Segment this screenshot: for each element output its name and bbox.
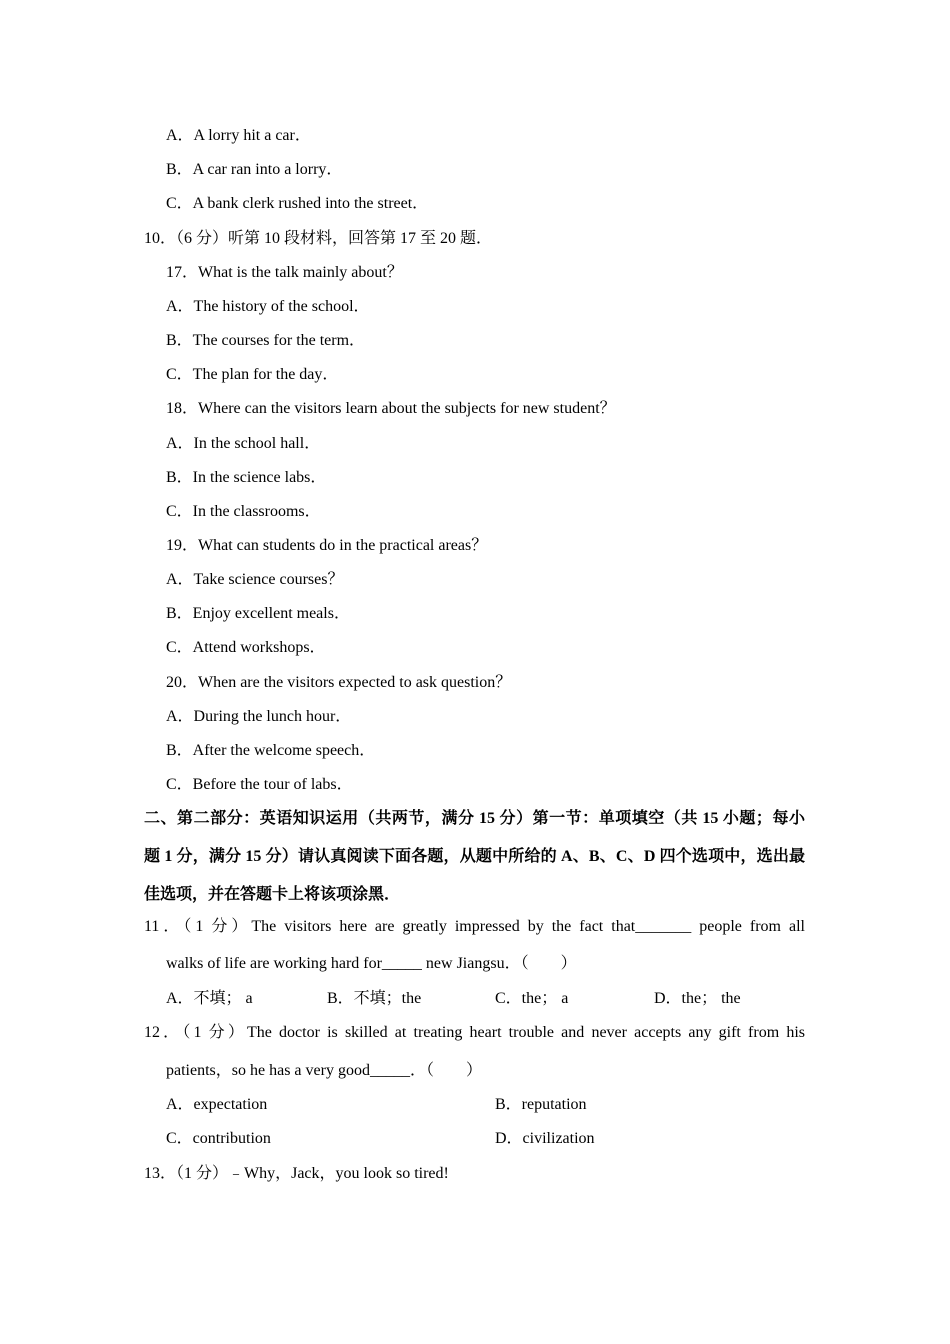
option-line: C．In the classrooms． — [166, 503, 321, 520]
question-12-option-b: B．reputation — [495, 1096, 587, 1113]
option-line: A．Take science courses？ — [166, 571, 344, 588]
question-11-stem: 11．（1 分）The visitors here are greatly impressed by the fact that_______ people from all — [144, 918, 805, 935]
question-11-option-d: D．the； the — [654, 990, 741, 1007]
question-12-option-c: C．contribution — [166, 1130, 271, 1147]
option-line: B．After the welcome speech． — [166, 742, 376, 759]
option-line: B．A car ran into a lorry． — [166, 161, 343, 178]
section-heading-line: 佳选项，并在答题卡上将该项涂黑． — [144, 886, 401, 903]
question-11-option-b: B．不填；the — [327, 990, 422, 1007]
section-heading-line: 题 1 分，满分 15 分）请认真阅读下面各题，从题中所给的 A、B、C、D 四个选项中，选出最 — [144, 848, 805, 865]
question-13-stem: 13．（1 分）﹣Why，Jack，you look so tired! — [144, 1165, 449, 1182]
question-17: 17．What is the talk mainly about？ — [166, 264, 403, 281]
option-line: B．Enjoy excellent meals． — [166, 605, 350, 622]
question-11-option-a: A．不填； a — [166, 990, 253, 1007]
option-line: C．The plan for the day． — [166, 366, 339, 383]
question-20: 20．When are the visitors expected to ask question？ — [166, 674, 512, 691]
option-line: C．Attend workshops． — [166, 639, 326, 656]
option-line: C．A bank clerk rushed into the street． — [166, 195, 429, 212]
option-line: C．Before the tour of labs． — [166, 776, 353, 793]
question-12-option-d: D．civilization — [495, 1130, 595, 1147]
option-line: A．The history of the school． — [166, 298, 370, 315]
option-line: B．The courses for the term． — [166, 332, 366, 349]
question-10: 10．（6 分）听第 10 段材料，回答第 17 至 20 题． — [144, 230, 493, 247]
question-18: 18．Where can the visitors learn about the subjects for new student？ — [166, 400, 616, 417]
question-19: 19．What can students do in the practical areas？ — [166, 537, 488, 554]
option-line: A．A lorry hit a car． — [166, 127, 311, 144]
question-12-stem-cont: patients，so he has a very good_____．（ ） — [166, 1062, 482, 1079]
question-11-stem-cont: walks of life are working hard for_____ new Jiangsu．（ ） — [166, 955, 577, 972]
question-12-option-a: A．expectation — [166, 1096, 268, 1113]
section-heading-line: 二、第二部分：英语知识运用（共两节，满分 15 分）第一节：单项填空（共 15 小题；每小 — [144, 810, 805, 827]
option-line: B．In the science labs． — [166, 469, 327, 486]
option-line: A．In the school hall． — [166, 435, 321, 452]
option-line: A．During the lunch hour． — [166, 708, 352, 725]
question-12-stem: 12．（1 分）The doctor is skilled at treating heart trouble and never accepts any gift from his — [144, 1024, 805, 1041]
question-11-option-c: C．the； a — [495, 990, 569, 1007]
